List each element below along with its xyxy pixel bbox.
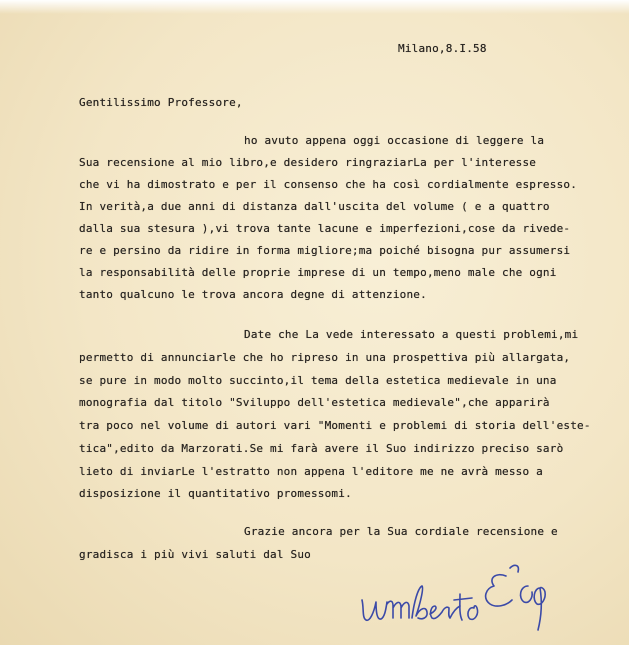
body-line: ho avuto appena oggi occasione di leggere la	[244, 134, 545, 147]
body-line: la responsabilità delle proprie imprese di un tempo,meno male che ogni	[79, 266, 557, 279]
body-line: Date che La vede interessato a questi problemi,mi	[244, 328, 579, 341]
body-line: In verità,a due anni di distanza dall'uscita del volume ( e a quattro	[79, 200, 550, 213]
body-line: Grazie ancora per la Sua cordiale recensione e	[244, 525, 558, 538]
body-line: disposizione il quantitativo promessomi.	[79, 487, 352, 500]
body-line: tra poco nel volume di autori vari "Momenti e problemi di storia dell'este-	[79, 419, 591, 432]
handwritten-signature	[356, 542, 561, 632]
letter-date: Milano,8.I.58	[398, 42, 487, 55]
body-line: se pure in modo molto succinto,il tema della estetica medievale in una	[79, 374, 557, 387]
scan-edge	[0, 0, 629, 14]
body-line: lieto di inviarLe l'estratto non appena l'editore me ne avrà messo a	[79, 465, 543, 478]
body-line: gradisca i più vivi saluti dal Suo	[79, 548, 311, 561]
body-line: Sua recensione al mio libro,e desidero ringraziarLa per l'interesse	[79, 156, 537, 169]
body-line: tica",edito da Marzorati.Se mi farà avere il Suo indirizzo preciso sarò	[79, 442, 564, 455]
body-line: monografia dal titolo "Sviluppo dell'estetica medievale",che apparirà	[79, 396, 550, 409]
body-line: che vi ha dimostrato e per il consenso che ha così cordialmente espresso.	[79, 178, 578, 191]
body-line: dalla sua stesura ),vi trova tante lacune e imperfezioni,cose da rivede-	[79, 222, 571, 235]
body-line: re e persino da ridire in forma migliore;ma poiché bisogna pur assumersi	[79, 244, 571, 257]
body-line: permetto di annunciarle che ho ripreso in una prospettiva più allargata,	[79, 351, 571, 364]
letter-salutation: Gentilissimo Professore,	[79, 96, 243, 109]
body-line: tanto qualcuno le trova ancora degne di attenzione.	[79, 288, 427, 301]
